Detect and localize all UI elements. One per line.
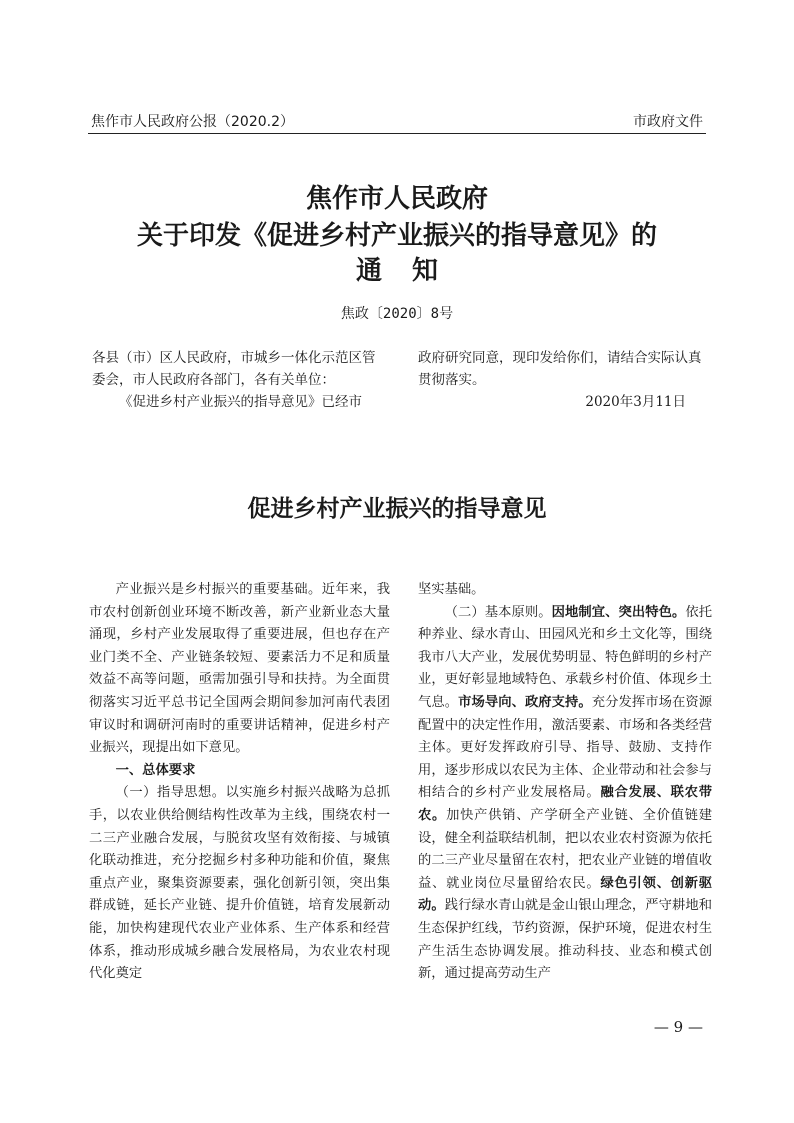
title-line-1: 焦作市人民政府 <box>305 184 488 214</box>
title-line-2: 关于印发《促进乡村产业振兴的指导意见》的 <box>136 221 657 251</box>
paragraph: （一）指导思想。以实施乡村振兴战略为总抓手，以农业供给侧结构性改革为主线，围绕农村一二三产业融合发展，与脱贫攻坚有效衔接、与城镇化联动推进，充分挖掘乡村多种功能和价值，聚焦重点产业，聚集资源要素，强化创新引领，突出集群成链，延长产业链、提升价值链，培育发展新动能，加快构建现代农业产业体系、生产体系和经营体系，推动形成城乡融合发展格局，为农业农村现代化奠定 <box>89 785 390 982</box>
issue-date: 2020年3月11日 <box>585 394 686 410</box>
intro-continuation: 政府研究同意，现印发给你们，请结合实际认真贯彻落实。 <box>418 350 702 388</box>
intro-left-column <box>92 347 388 413</box>
subtitle: 促进乡村产业振兴的指导意见 <box>247 495 547 522</box>
intro-paragraph: 《促进乡村产业振兴的指导意见》已经市 <box>119 394 362 410</box>
bold-principle: 绿色引领、创新驱动。 <box>418 875 713 914</box>
bold-principle: 融合发展、联农带农。 <box>418 785 713 823</box>
section-heading: 一、总体要求 <box>115 762 196 778</box>
body-left-column <box>89 579 390 986</box>
bold-principle: 因地制宜、突出特色。 <box>551 604 686 620</box>
journal-header: 焦作市人民政府公报（2020.2） <box>91 114 294 130</box>
bold-principle: 市场导向、政府支持。 <box>458 694 592 710</box>
paragraph-text: 依托种养业、绿水青山、田园风光和乡土文化等，围绕我市八大产业，发展优势明显、特色鲜明的乡村产业，更好彰显地域特色、承载乡村价值、体现乡土气息。 <box>418 604 713 710</box>
paragraph <box>418 602 712 986</box>
header-rule <box>88 133 706 134</box>
paragraph-text: 践行绿水青山就是金山银山理念，严守耕地和生态保护红线，节约资源，保护环境，促进农村生产生活生态协调发展。推动科技、业态和模式创新，通过提高劳动生产 <box>418 898 713 982</box>
paragraph: 坚实基础。 <box>418 582 485 597</box>
paragraph-heading: （二）基本原则。 <box>444 604 552 620</box>
title-line-3: 通知 <box>355 256 468 286</box>
body-right-column <box>418 579 712 986</box>
intro-right-column <box>418 347 710 413</box>
paragraph-text: 充分发挥市场在资源配置中的决定性作用，激活要素、市场和各类经营主体。更好发挥政府引导、指导、鼓励、支持作用，逐步形成以农民为主体、企业带动和社会参与相结合的乡村产业发展格局。 <box>418 694 713 801</box>
document-number: 焦政〔2020〕8号 <box>340 306 454 322</box>
page-number: — 9 — <box>653 1018 703 1036</box>
section-header: 市政府文件 <box>633 114 703 130</box>
paragraph-text: 加快产供销、产学研全产业链、全价值链建设，健全利益联结机制，把以农业农村资源为依托的二三产业尽量留在农村，把农业产业链的增值收益、就业岗位尽量留给农民。 <box>418 807 713 891</box>
addressee: 各县（市）区人民政府，市城乡一体化示范区管委会，市人民政府各部门，各有关单位： <box>92 350 376 388</box>
paragraph: 产业振兴是乡村振兴的重要基础。近年来，我市农村创新创业环境不断改善，新产业新业态大量涌现，乡村产业发展取得了重要进展，但也存在产业门类不全、产业链条较短、要素活力不足和质量效益不高等问题，亟需加强引导和扶持。为全面贯彻落实习近平总书记全国两会期间参加河南代表团审议时和调研河南时的重要讲话精神，促进乡村产业振兴，现提出如下意见。 <box>89 582 390 756</box>
